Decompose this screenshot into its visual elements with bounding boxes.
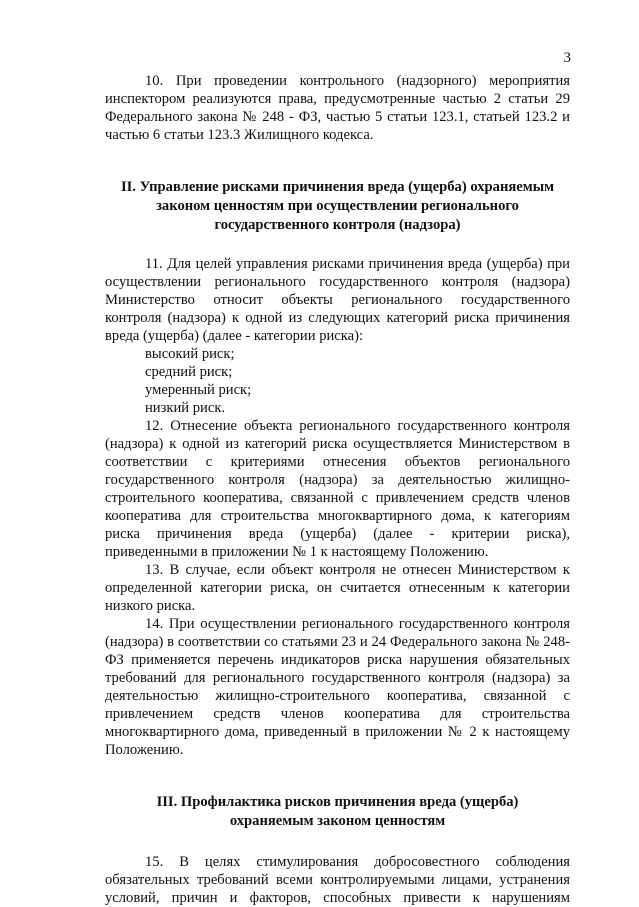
paragraph-15: 15. В целях стимулирования добросовестного соблюдения обязательных требований всеми контролируемыми лицами, устранения условий, причин и факторов, способных привести к нарушениям <box>105 854 570 906</box>
paragraph-10: 10. При проведении контрольного (надзорного) мероприятия инспектором реализуются права, предусмотренные частью 2 статьи 29 Федерального закона № 248 - ФЗ, частью 5 статьи 123.1, статьей 123.2 и частью 6 статьи 123.3 Жилищного кодекса. <box>105 73 570 143</box>
paragraph-11: 11. Для целей управления рисками причинения вреда (ущерба) при осуществлении регионального государственного контроля (надзора) Министерство относит объекты регионального государственного контроля (надзора) к одной из следующих категорий риска причинения вреда (ущерба) (далее - категории риска): <box>105 256 570 344</box>
paragraph-14: 14. При осуществлении регионального государственного контроля (надзора) в соответствии со статьями 23 и 24 Федерального закона № 248-ФЗ применяется перечень индикаторов риска нарушения обязательных требований для регионального государственного контроля (надзора) за деятельностью жилищно-строительного кооператива, связанной с привлечением средств членов кооператива для строительства многоквартирного дома, приведенный в приложении № 2 к настоящему Положению. <box>105 616 570 758</box>
section-2-heading <box>105 178 570 235</box>
list-item: низкий риск. <box>145 400 226 416</box>
list-item: умеренный риск; <box>145 382 252 398</box>
paragraph-13: 13. В случае, если объект контроля не отнесен Министерством к определенной категории риска, он считается отнесенным к категории низкого риска. <box>105 562 570 614</box>
list-item: высокий риск; <box>145 346 235 362</box>
section-3-heading-line-2: охраняемым законом ценностям <box>229 813 446 829</box>
page-number: 3 <box>563 50 571 66</box>
section-3-heading-line-1: III. Профилактика рисков причинения вреда (ущерба) <box>156 794 519 810</box>
section-3-heading <box>105 793 570 831</box>
section-2-heading-line-3: государственного контроля (надзора) <box>214 217 461 233</box>
list-item: средний риск; <box>145 364 233 380</box>
section-2-heading-line-1: II. Управление рисками причинения вреда (ущерба) охраняемым <box>120 179 555 195</box>
document-body <box>105 72 570 907</box>
section-2-heading-line-2: законом ценностям при осуществлении регионального <box>156 198 519 214</box>
paragraph-12: 12. Отнесение объекта регионального государственного контроля (надзора) к одной из категорий риска осуществляется Министерством в соответствии с критериями отнесения объектов регионального государственного контроля (надзора) за деятельностью жилищно-строительного кооператива, связанной с привлечением средств членов кооператива для строительства многоквартирного дома, к категориям риска причинения вреда (ущерба) (далее - критерии риска), приведенными в приложении № 1 к настоящему Положению. <box>105 418 570 560</box>
risk-category-list <box>105 345 570 417</box>
